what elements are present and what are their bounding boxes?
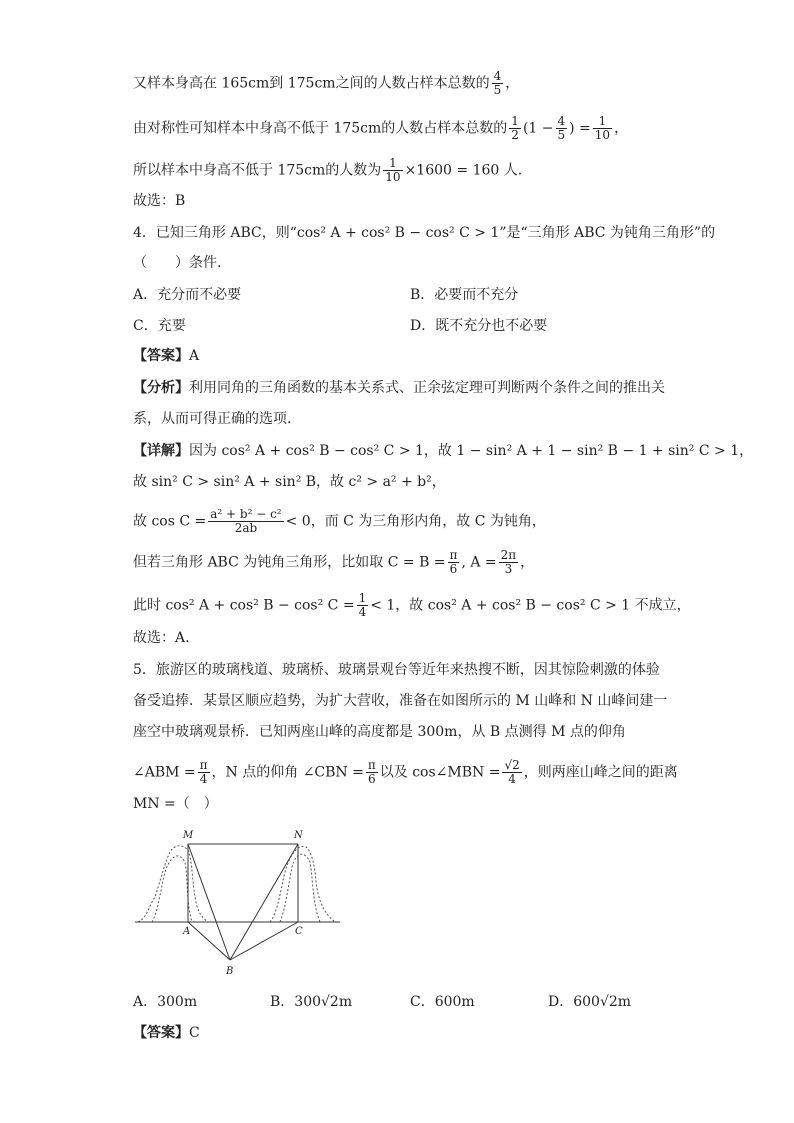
segment-mb [188,844,230,960]
q5-stem-1: 5．旅游区的玻璃栈道、玻璃桥、玻璃景观台等近年来热搜不断，因其惊险刺激的体验 [133,662,660,678]
q4-detail-5: 此时 cos² A + cos² B − cos² C = $\frac{1}{4}$ < 1，故 cos² A + cos² B − cos² C > 1 不成立， [133,591,691,619]
label-b: B [226,966,234,977]
q4-conclusion: 故选：A. [133,630,190,646]
q5-answer: 【答案】C [133,1025,200,1041]
q4-detail-3: 故 cos C = $\frac{\text{a² + b² − c²}}{2ab}$ < 0，而 C 为三角形内角，故 C 为钝角， [133,507,546,535]
q5-stem-2: 备受追捧．某景区顺应趋势，为扩大营收，准备在如图所示的 M 山峰和 N 山峰间建一 [133,693,668,709]
fraction: $\frac{\pi}{4}$ [199,758,208,786]
prev-line-1: 又样本身高在 165cm到 175cm之间的人数占样本总数的 $\frac{4}{5}$ ， [133,69,520,97]
fraction: $\frac{4}{5}$ [557,114,566,142]
q4-analysis-2: 系，从而可得正确的选项. [133,411,292,427]
fraction: $\frac{4}{5}$ [493,69,502,97]
label-n: N [294,830,303,841]
q4-answer: 【答案】A [133,348,200,364]
q5-option-a: A．300m [133,994,198,1010]
q4-option-a: A．充分而不必要 [133,287,242,303]
fraction: $\frac{1}{10}$ [385,156,401,184]
prev-line-3: 所以样本中身高不低于 175cm的人数为 $\frac{1}{10}$ ×1600 = 160 人. [133,156,523,184]
prev-line-2: 由对称性可知样本中身高不低于 175cm的人数占样本总数的 $\frac{1}{2}$ (1 − $\frac{4}{5}$ ) = $\frac{1}{10}$ ， [133,114,629,142]
mountain-m-outline-inner [152,856,192,922]
mountain-n-outline [270,846,335,922]
fraction: $\frac{√2}{4}$ [504,758,520,786]
label-m: M [183,830,194,841]
segment-nb [230,844,298,960]
q4-option-b: B．必要而不充分 [410,287,519,303]
fraction: $\frac{1}{4}$ [358,591,367,619]
q4-option-c: C．充要 [133,318,186,334]
fraction: $\frac{\text{a² + b² − c²}}{2ab}$ [210,507,282,535]
fraction: $\frac{2\pi}{3}$ [500,548,517,576]
q4-detail-4: 但若三角形 ABC 为钝角三角形，比如取 C = B = $\frac{\pi}{6}$ , A = $\frac{2\pi}{3}$ ， [133,548,535,576]
mountain-figure [130,822,350,982]
q5-option-d: D．600√2m [548,994,632,1010]
q5-option-c: C．600m [410,994,475,1010]
fraction: $\frac{1}{10}$ [594,114,611,142]
segment-ab [188,922,230,960]
q4-detail-2: 故 sin² C > sin² A + sin² B，故 c² > a² + b²， [133,474,446,490]
q4-option-d: D．既不充分也不必要 [410,318,548,334]
q4-analysis-1: 【分析】利用同角的三角函数的基本关系式、正余弦定理可判断两个条件之间的推出关 [133,380,665,396]
fraction: $\frac{\pi}{6}$ [449,548,458,576]
q5-stem-5: MN =（ ） [133,796,218,812]
label-c: C [295,926,303,937]
q5-stem-3: 座空中玻璃观景桥．已知两座山峰的高度都是 300m，从 B 点测得 M 点的仰角 [133,724,626,740]
q4-stem-1: 4．已知三角形 ABC，则“cos² A + cos² B − cos² C > 1”是“三角形 ABC 为钝角三角形”的 [133,225,716,241]
q4-detail-1: 【详解】因为 cos² A + cos² B − cos² C > 1，故 1 − sin² A + 1 − sin² B − 1 + sin² C > 1， [133,443,754,459]
fraction: $\frac{1}{2}$ [511,114,519,142]
prev-conclusion: 故选：B [133,193,186,209]
fraction: $\frac{\pi}{6}$ [367,758,376,786]
q5-option-b: B．300√2m [270,994,353,1010]
q4-stem-2: （ ）条件. [133,255,222,271]
label-a: A [183,926,191,937]
segment-cb [230,922,298,960]
q5-stem-4: ∠ABM = $\frac{\pi}{4}$ ，N 点的仰角 ∠CBN = $\frac{\pi}{6}$ 以及 cos∠MBN = $\frac{√2}{4}$ ，则两座山峰之间的距离 [133,758,678,786]
